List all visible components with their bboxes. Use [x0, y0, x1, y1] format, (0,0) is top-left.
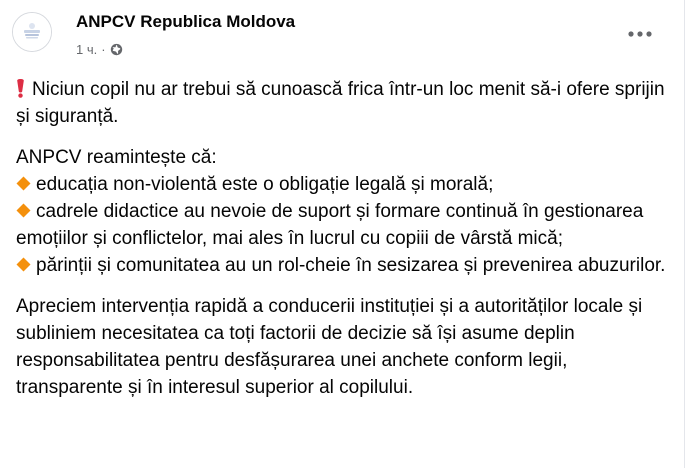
- red-exclamation-icon: [16, 79, 25, 98]
- globe-icon: [110, 43, 123, 56]
- intro-paragraph: [16, 76, 676, 130]
- anpcv-logo-icon: [13, 13, 51, 51]
- post-meta: [76, 40, 123, 58]
- post-timestamp-link[interactable]: 1 ч.: [76, 41, 98, 57]
- post-header: [0, 0, 685, 68]
- bullet-text: cadrele didactice au nevoie de suport și formare continuă în gestionarea emoțiilor și conflictelor, mai ales în lucrul cu copiii de vârstă mică;: [16, 201, 644, 249]
- meta-separator: ·: [101, 41, 106, 57]
- bullet-text: educația non-violentă este o obligație legală și morală;: [36, 174, 494, 195]
- page-avatar[interactable]: [12, 12, 52, 52]
- lead-line: ANPCV reamintește că:: [16, 147, 217, 168]
- intro-text: Niciun copil nu ar trebui să cunoască frica într-un loc menit să-i ofere sprijin și siguranță.: [16, 79, 665, 127]
- paragraph-gap: [16, 279, 676, 293]
- orange-diamond-icon: [16, 172, 31, 187]
- closing-paragraph: Apreciem intervenția rapidă a conducerii instituției și a autorităților locale și subliniem necesitatea ca toți factorii de decizie să își asume deplin responsabilitatea pentru desfășurarea unei anchete conform legii, transparente și în interesul superior al copilului.: [16, 296, 643, 398]
- bullet-text: părinții și comunitatea au un rol-cheie în sesizarea și prevenirea abuzurilor.: [36, 255, 666, 276]
- page-name-link[interactable]: ANPCV Republica Moldova: [76, 12, 296, 31]
- bullet-item: [16, 171, 676, 198]
- more-horizontal-icon: [628, 31, 652, 37]
- post-text: [16, 76, 676, 401]
- paragraph-gap: [16, 130, 676, 144]
- post-options-button[interactable]: [622, 20, 658, 48]
- orange-diamond-icon: [16, 253, 31, 268]
- orange-diamond-icon: [16, 199, 31, 214]
- bullet-item: [16, 198, 676, 252]
- bullet-item: [16, 252, 676, 279]
